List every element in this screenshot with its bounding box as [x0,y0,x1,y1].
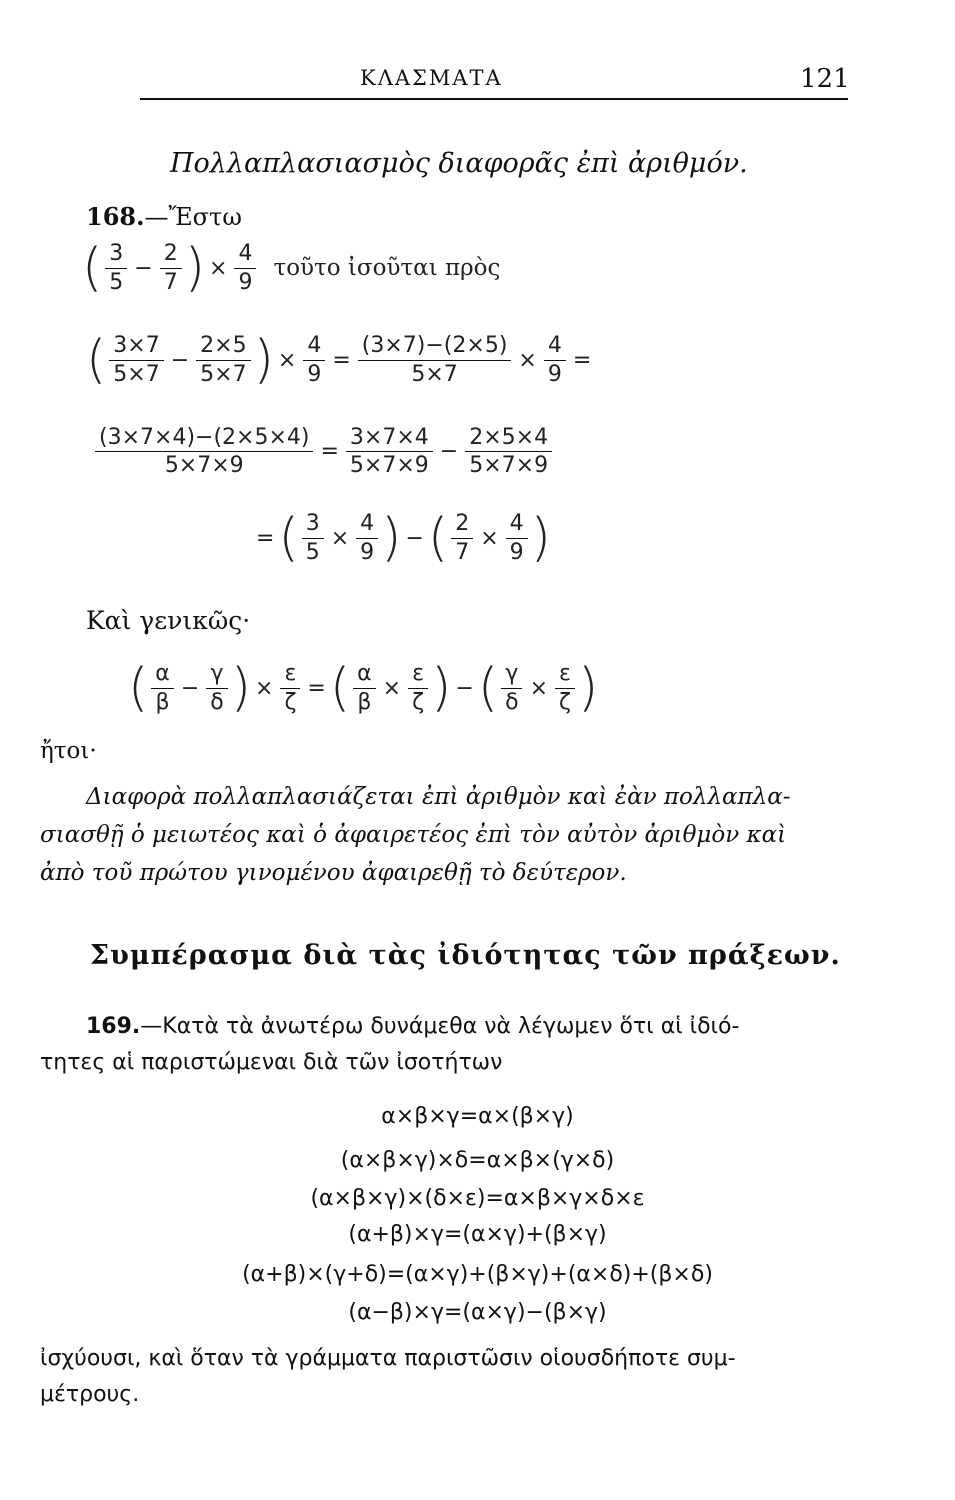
fraction: $\frac{3}{5}$ [302,512,324,563]
itoi-label: ἤτοι· [40,738,97,764]
equation-2: ( $\frac{3\times 7}{5\times 7}$ − $\frac{2\times 5}{5\times 7}$ ) × $\frac{4}{9}$ = $\frac{(3\times 7)-(2\times 5)}{5\times 7}$ × $\frac{4}{9}$ = [86,330,592,390]
fraction: $\frac{3\times 7}{5\times 7}$ [109,334,163,385]
fraction: $\frac{3\times 7\times 4}{5\times 7\times 9}$ [346,426,433,477]
identity-line: α×β×γ=α×(β×γ) [381,1104,574,1129]
section-title-multiplication: Πολλαπλασιασμὸς διαφορᾶς ἐπὶ ἀριθμόν. [170,148,748,179]
paragraph-opening: —Ἔστω [144,203,242,231]
fraction: $\frac{\gamma}{\delta}$ [501,662,522,713]
equation-1: ( $\frac{3}{5}$ − $\frac{2}{7}$ ) × $\frac{4}{9}$ τοῦτο ἰσοῦται πρὸς [82,238,501,298]
equation-general: ( $\frac{\alpha}{\beta}$ − $\frac{\gamma}{\delta}$ ) × $\frac{\varepsilon}{\zeta}$ = ( $\frac{\alpha}{\beta}$ × $\frac{\varepsilon}{\zeta}$ ) − ( $\frac{\gamma}{\delta}$ × $\frac{\varepsilon}{\zeta}$ ) [128,658,599,718]
paragraph-168-start [86,202,242,231]
identity-line: (α−β)×γ=(α×γ)−(β×γ) [348,1300,607,1325]
fraction: $\frac{2}{7}$ [451,512,473,563]
equation-3: $\frac{(3\times 7\times 4)-(2\times 5\times 4)}{5\times 7\times 9}$ = $\frac{3\times 7\times 4}{5\times 7\times 9}$ − $\frac{2\times 5\times 4}{5\times 7\times 9}$ [92,426,555,477]
fraction: $\frac{4}{9}$ [303,334,325,385]
fraction: $\frac{\alpha}{\beta}$ [151,662,174,713]
fraction: $\frac{2\times 5}{5\times 7}$ [196,334,250,385]
fraction: $\frac{4}{9}$ [506,512,528,563]
equation-4: = ( $\frac{3}{5}$ × $\frac{4}{9}$ ) − ( $\frac{2}{7}$ × $\frac{4}{9}$ ) [256,508,551,568]
section-title-conclusion: Συμπέρασμα διὰ τὰς ἰδιότητας τῶν πράξεων. [90,940,841,971]
identity-line: (α+β)×γ=(α×γ)+(β×γ) [348,1222,607,1247]
closing-line-1: ἰσχύουσι, καὶ ὅταν τὰ γράμματα παριστῶσιν οἱουσδήποτε συμ- [40,1346,736,1371]
header-rule [140,98,848,100]
fraction: $\frac{\gamma}{\delta}$ [206,662,227,713]
paragraph-number: 169. [86,1014,141,1039]
closing-line-2: μέτρους. [40,1382,140,1407]
running-head: ΚΛΑΣΜΑΤΑ [360,66,503,90]
fraction: $\frac{4}{9}$ [356,512,378,563]
fraction: $\frac{(3\times 7)-(2\times 5)}{5\times 7}$ [358,334,512,385]
general-label: Καὶ γενικῶς· [86,606,251,635]
paragraph-169-line-2: τητες αἱ παριστώμεναι διὰ τῶν ἰσοτήτων [40,1050,503,1075]
fraction: $\frac{\varepsilon}{\zeta}$ [408,662,428,713]
fraction: $\frac{3}{5}$ [105,242,127,293]
identity-line: (α×β×γ)×δ=α×β×(γ×δ) [340,1148,615,1173]
rule-line-1: Διαφορὰ πολλαπλασιάζεται ἐπὶ ἀριθμὸν καὶ ἐὰν πολλαπλα- [86,784,791,810]
fraction: $\frac{4}{9}$ [544,334,566,385]
identity-line: (α×β×γ)×(δ×ε)=α×β×γ×δ×ε [310,1186,645,1211]
paragraph-169-line-1: 169.—Κατὰ τὰ ἀνωτέρω δυνάμεθα νὰ λέγωμεν ὅτι αἱ ἰδιό- [86,1014,740,1039]
identity-line: (α+β)×(γ+δ)=(α×γ)+(β×γ)+(α×δ)+(β×δ) [242,1262,713,1287]
fraction: $\frac{\varepsilon}{\zeta}$ [555,662,575,713]
equation-1-text: τοῦτο ἰσοῦται πρὸς [273,255,501,281]
fraction: $\frac{4}{9}$ [234,242,256,293]
fraction: $\frac{2}{7}$ [160,242,182,293]
fraction: $\frac{(3\times 7\times 4)-(2\times 5\times 4)}{5\times 7\times 9}$ [95,426,313,477]
page-number: 121 [800,64,850,94]
fraction: $\frac{\varepsilon}{\zeta}$ [280,662,300,713]
paragraph-number: 168. [86,202,145,231]
right-paren: ) [184,238,206,298]
rule-line-2: σιασθῇ ὁ μειωτέος καὶ ὁ ἀφαιρετέος ἐπὶ τὸν αὐτὸν ἀριθμὸν καὶ [40,822,787,848]
rule-line-3: ἀπὸ τοῦ πρώτου γινομένου ἀφαιρεθῇ τὸ δεύτερον. [40,860,627,886]
left-paren: ( [82,238,103,298]
fraction: $\frac{\alpha}{\beta}$ [353,662,376,713]
fraction: $\frac{2\times 5\times 4}{5\times 7\times 9}$ [465,426,552,477]
